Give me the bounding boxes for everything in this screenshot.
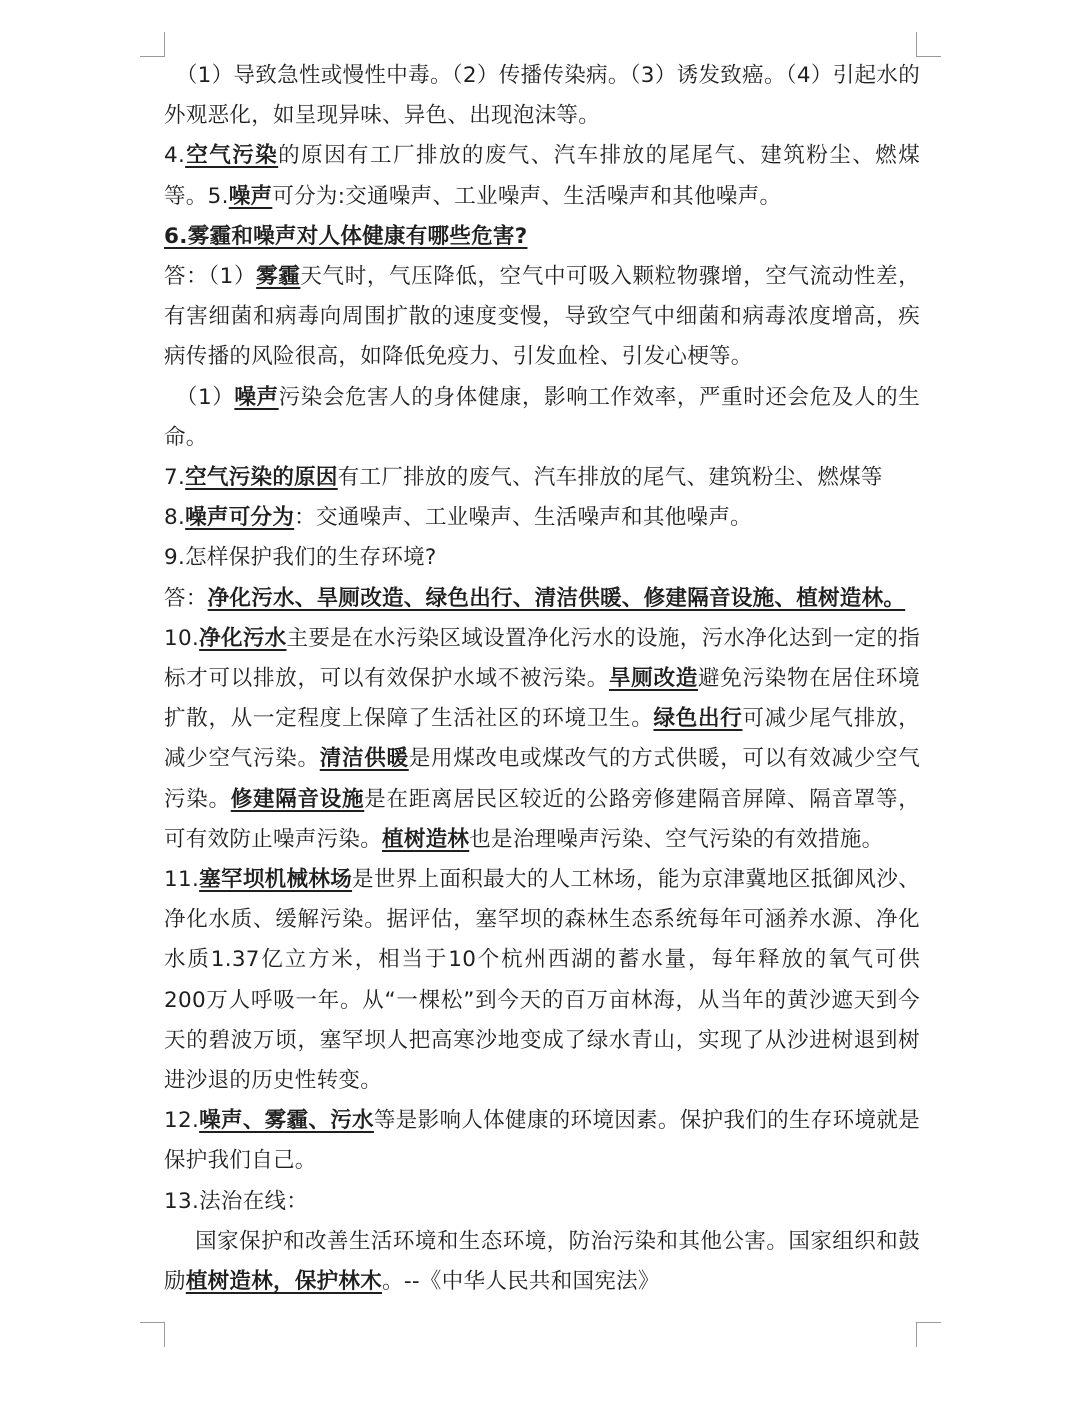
text-run: 是世界上面积最大的人工林场，能为京津冀地区抵御风沙、净化水质、缓解污染。据评估，塞罕坝的森林生态系统每年可涵养水源、净化水质1.37亿立方米，相当于10个杭州西湖的蓄水量，每年释放的氧气可供 200万人呼吸一年。从“一棵松”到今天的百万亩林海，从当年的黄沙遮天到今天的碧波万顷，塞罕坝人把高寒沙地变成了绿水青山，实现了从沙进树退到树进沙退的历史性转变。 bbox=[164, 867, 942, 1094]
text-run: 11. bbox=[164, 867, 200, 893]
text-run: 8. bbox=[164, 505, 186, 531]
text-run: 是在距离居民区较近的公路旁修建隔音屏障、隔音罩等，可有效防止噪声污染。 bbox=[164, 786, 920, 852]
text-run: 有工厂排放的废气、汽车排放的尾气、建筑粉尘、燃煤等 bbox=[337, 465, 883, 491]
text-run: 10. bbox=[164, 625, 200, 651]
paragraph-4-5 bbox=[164, 136, 920, 216]
paragraph-10 bbox=[164, 619, 920, 860]
keyword-toilet-renovation: 旱厕改造 bbox=[608, 666, 698, 692]
text-run: 的原因有工厂排放的废气、汽车排放的尾尾气、建筑粉尘、燃煤等。5. bbox=[164, 143, 921, 209]
text-run: ：交通噪声、工业噪声、生活噪声和其他噪声。 bbox=[294, 505, 752, 531]
keyword-soundproofing: 修建隔音设施 bbox=[230, 786, 365, 812]
answer-6-noise bbox=[164, 378, 920, 458]
text-run: 也是治理噪声污染、空气污染的有效措施。 bbox=[469, 826, 884, 852]
text-run: 答： bbox=[164, 585, 208, 611]
paragraph-7 bbox=[164, 458, 920, 498]
keyword-health-factors: 噪声、雾霾、污水 bbox=[199, 1108, 374, 1134]
paragraph-water-pollution-harms: （1）导致急性或慢性中毒。（2）传播传染病。（3）诱发致癌。（4）引起水的外观恶化，如呈现异味、异色、出现泡沫等。 bbox=[164, 63, 920, 129]
text-run: 国家保护和改善生活环境和生态环境，防治污染和其他公害。国家组织和鼓励 bbox=[164, 1228, 920, 1295]
text-run: 主要是在水污染区域设置净化污水的设施，污水净化达到一定的指标才可以排放，可以有效保护水域不被污染。 bbox=[164, 625, 921, 692]
keyword-air-pollution-causes: 空气污染的原因 bbox=[185, 465, 338, 491]
keyword-smog: 雾霾 bbox=[256, 264, 301, 290]
question-9: 9.怎样保护我们的生存环境? bbox=[164, 545, 437, 571]
keyword-noise: 噪声 bbox=[228, 183, 273, 209]
text-run: 。--《中华人民共和国宪法》 bbox=[382, 1269, 660, 1295]
text-run: 污染会危害人的身体健康，影响工作效率，严重时还会危及人的生命。 bbox=[164, 384, 920, 450]
paragraph-12 bbox=[164, 1101, 920, 1181]
keyword-saihanba: 塞罕坝机械林场 bbox=[199, 867, 353, 893]
document-page bbox=[164, 56, 942, 1302]
keyword-protect-forests: 植树造林，保护林木 bbox=[185, 1269, 383, 1295]
question-6: 6.雾霾和噪声对人体健康有哪些危害? bbox=[164, 223, 528, 249]
keyword-purify-sewage: 净化污水 bbox=[199, 625, 287, 651]
text-run: 是用煤改电或煤改气的方式供暖，可以有效减少空气污染。 bbox=[164, 746, 921, 812]
keyword-afforestation: 植树造林 bbox=[382, 826, 470, 852]
text-run: 天气时，气压降低，空气中可吸入颗粒物骤增，空气流动性差，有害细菌和病毒向周围扩散的速度变慢，导致空气中细菌和病毒浓度增高，疾病传播的风险很高，如降低免疫力、引发血栓、引发心梗等。 bbox=[164, 264, 920, 370]
text-run: 等是影响人体健康的环境因素。保护我们的生存环境就是保护我们自己。 bbox=[164, 1108, 920, 1174]
page-corner-mark-bottom-right bbox=[916, 1322, 941, 1347]
keyword-air-pollution: 空气污染 bbox=[185, 143, 279, 169]
text-run: 4. bbox=[164, 143, 186, 169]
text-run: 可减少尾气排放，减少空气污染。 bbox=[164, 706, 921, 772]
text-run: （1） bbox=[175, 384, 235, 410]
text-run: 7. bbox=[164, 465, 186, 491]
keyword-green-travel: 绿色出行 bbox=[653, 706, 743, 732]
page-corner-mark-top-right bbox=[916, 32, 941, 57]
text-run: 可分为:交通噪声、工业噪声、生活噪声和其他噪声。 bbox=[272, 183, 782, 209]
heading-13-law: 13.法治在线： bbox=[164, 1188, 309, 1214]
keyword-protection-measures: 净化污水、旱厕改造、绿色出行、清洁供暖、修建隔音设施、植树造林。 bbox=[207, 585, 906, 611]
answer-9 bbox=[164, 579, 920, 619]
page-corner-mark-bottom-left bbox=[140, 1322, 165, 1347]
paragraph-8 bbox=[164, 498, 920, 538]
text-run: 避免污染物在居住环境扩散，从一定程度上保障了生活社区的环境卫生。 bbox=[164, 666, 920, 732]
answer-6-smog bbox=[164, 257, 920, 378]
page-corner-mark-top-left bbox=[140, 32, 165, 57]
paragraph-11 bbox=[164, 860, 942, 1101]
paragraph-constitution-quote bbox=[164, 1222, 920, 1302]
text-run: 答：（1） bbox=[164, 264, 257, 290]
keyword-noise-types: 噪声可分为 bbox=[185, 505, 295, 531]
keyword-clean-heating: 清洁供暖 bbox=[319, 746, 409, 772]
text-run: 12. bbox=[164, 1108, 200, 1134]
keyword-noise: 噪声 bbox=[234, 384, 279, 410]
